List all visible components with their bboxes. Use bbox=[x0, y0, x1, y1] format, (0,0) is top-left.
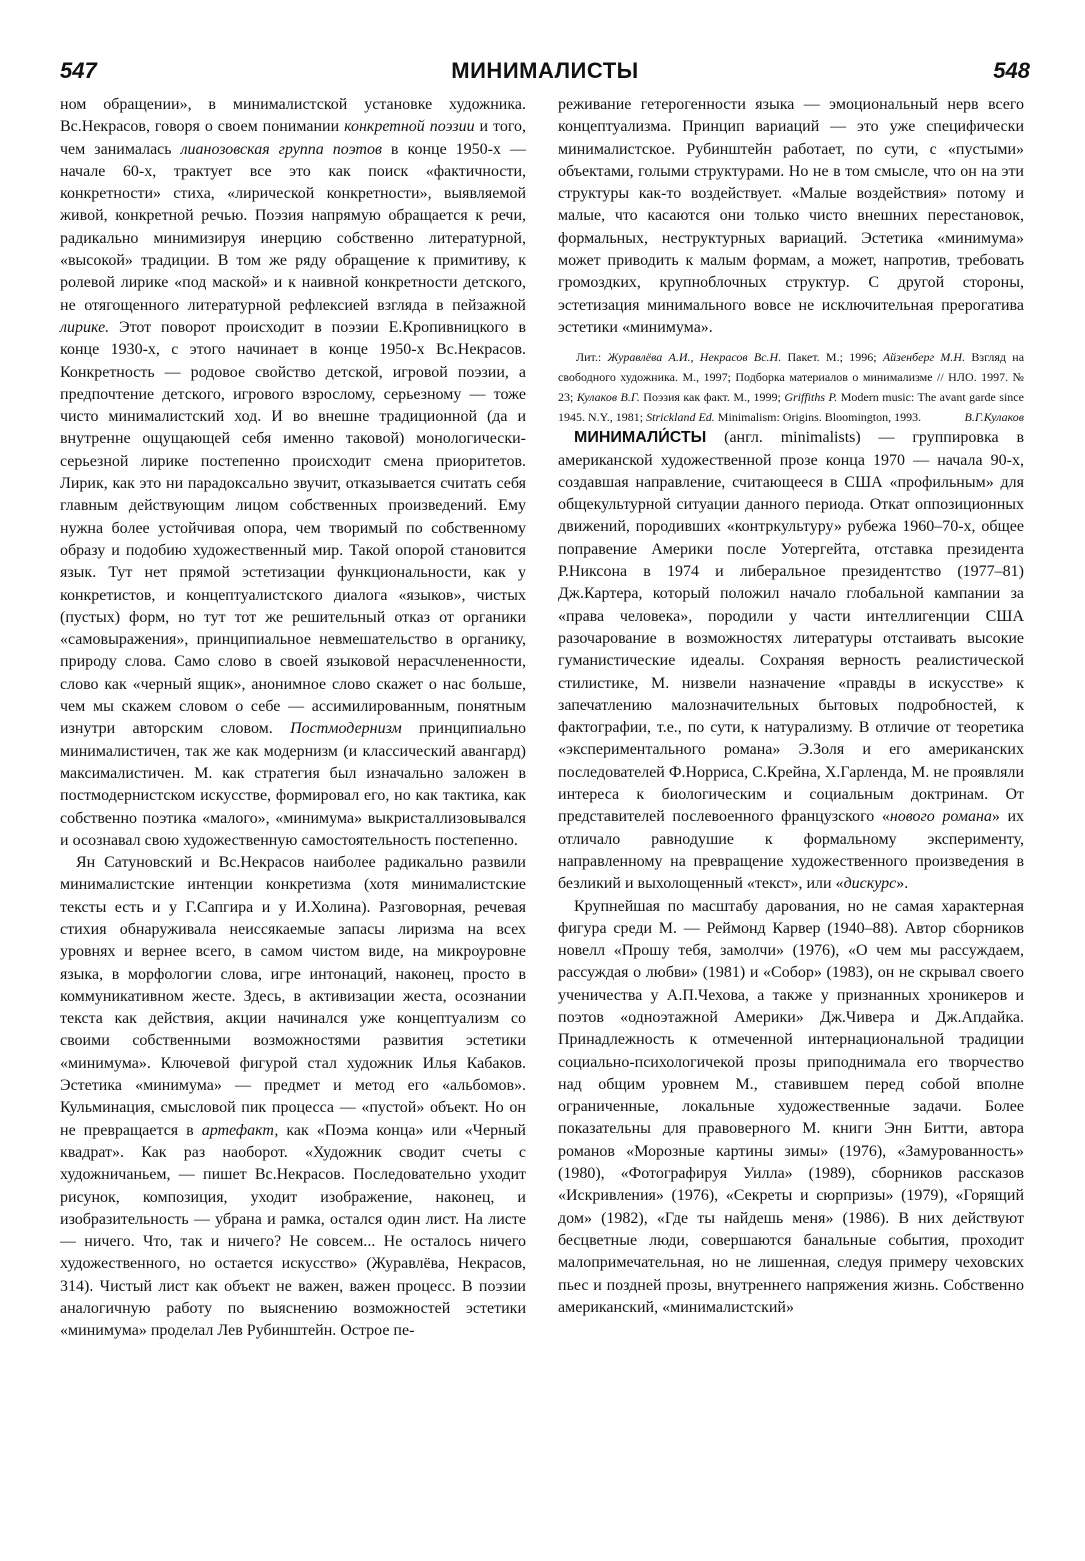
paragraph: ном обращении», в минималистской установке художника. Вс.Некрасов, говоря о своем понимании конкретной поэзии и того, чем занималась лианозовская группа поэтов в конце 1950-х — начале 60-х, трактует все это как поиск «фактичности, конкретности» стиха, «лирической конкретности», выявляемой живой, конкретной речью. Поэзия напрямую обращается к речи, радикально минимизируя инерцию собственно литературной, «высокой» традиции. В том же ряду обращение к примитиву, к ролевой лирике «под маской» и к наивной конкретности детского, не отягощенного литературной рефлексией взгляда в пейзажной лирике. Этот поворот происходит в поэзии Е.Кропивницкого в конце 1930-х, с этого начинает в конце 1950-х Вс.Некрасов. Конкретность — родовое свойство детской, игровой поэзии, а предпочтение детского, игрового взрослому, серьезному — тоже чисто минималистский ход. И во внешне традиционной (да и внутренне ощущающей себя именно таковой) монологически-серьезной лирике постепенно происходит смена приоритетов. Лирик, как это ни парадоксально звучит, отказывается считать себя главным действующим лицом собственных произведений. Ему нужна более устойчивая опора, чем творимый по собственному образу и подобию художественный мир. Такой опорой становится язык. Тут нет прямой эстетизации функциональности, как у конкретистов, и концептуалистского диалога «языков», чистых (пустых) форм, но тут тот же решительный отказ от органики «самовыражения», принципиальное невмешательство в органику, природу слова. Само слово в своей языковой нерасчлененности, слово как «черный ящик», анонимное слово скажет о нас больше, чем мы скажем словом о себе — ассимилированным, понятным изнутри авторским словом. Постмодернизм принципиально минималистичен, так же как модернизм (и классический авангард) максималистичен. М. как стратегия был изначально заложен в постмодернистском искусстве, формировал его, но как тактика, как собственно поэтика «малого», «минимума» выкристаллизовывался и осознавал свою художественную самостоятельность постепенно. bbox=[60, 96, 526, 849]
encyclopedia-entry: МИНИМАЛИ́СТЫ (англ. minimalists) — группировка в американской художественной прозе конца 1970 — начала 90-х, создавшая направление, считающееся в США «профильным» для общекультурной ситуации данного периода. Откат оппозиционных движений, породивших «контркультуру» рубежа 1960–70-х, общее поправение Америки после Уотергейта, отставка президента Р.Никсона в 1974 и либеральное президентство (1977–81) Дж.Картера, который положил начало глобальной кампании за «права человека», породили у части интеллигенции США разочарование в возможностях литературы отстаивать высокие гуманистические идеалы. Сохраняя верность реалистической стилистике, М. низвели назначение «правды в искусстве» к запечатлению малозначительных бытовых подробностей, к фактографии, т.е., по сути, к натурализму. В отличие от теоретика «экспериментального романа» Э.Золя и его американских последователей Ф.Норриса, С.Крейна, Х.Гарленда, М. не проявляли интереса к биологическим и социальным доктринам. От представителей послевоенного французского «нового романа» их отличало равнодушие к формальному эксперименту, направленному на превращение художественного произведения в безликий и выхолощенный «текст», или «дискурс». bbox=[558, 429, 1024, 893]
paragraph: Крупнейшая по масштабу дарования, но не самая характерная фигура среди М. — Реймонд Карвер (1940–88). Автор сборников новелл «Прошу тебя, замолчи» (1976), «О чем мы рассуждаем, рассуждая о любви» (1981) и «Собор» (1983), он не скрывал своего ученичества у А.П.Чехова, а также у признанных хроникеров и поэтов «одноэтажной Америки» Дж.Чивера и Дж.Апдайка. Принадлежность к отмеченной интернациональной традиции социально-психологичекой прозы приподнимала его творчество над общим уровнем М., ставившем перед собой вполне ограниченные, локальные художественные задачи. Более показательны для правоверного М. книги Энн Битти, автора романов «Морозные картины зимы» (1976), «Замурованность» (1980), «Фотографируя Уилла» (1989), сборников рассказов «Искривления» (1976), «Секреты и сюрпризы» (1979), «Горящий дом» (1982), «Где ты найдешь меня» (1986). В них действуют бесцветные люди, совершаются банальные события, проходит малопримечательная, но не лишенная, следуя примеру чеховских пьес и поздней прозы, внутреннего напряжения жизнь. Собственно американский, «минималистский» bbox=[558, 897, 1024, 1316]
page-header bbox=[60, 52, 1030, 92]
author-signature: В.Г.Кулаков bbox=[964, 410, 1024, 425]
paragraph: реживание гетерогенности языка — эмоциональный нерв всего концептуализма. Принцип вариаций — это уже специфически минималистское. Рубинштейн работает, по сути, с «пустыми» объектами, голыми структурами. Но не в том смысле, что он на эти структуры как-то воздействует. «Малые воздействия» потому и малые, что касаются они только чисто внешних перестановок, формальных, неструктурных вариаций. Эстетика «минимума» может приводить к малым формам, а может, напротив, требовать громоздких, крупноблочных структур. С другой стороны, эстетизация минимального вовсе не исключительная прерогатива эстетики «минимума». bbox=[558, 96, 1024, 336]
running-title: МИНИМАЛИСТЫ bbox=[451, 58, 639, 83]
page-number-right: 548 bbox=[993, 58, 1030, 83]
paragraph: Ян Сатуновский и Вс.Некрасов наиболее радикально развили минималистские интенции конкретизма (хотя минималистские тексты есть и у Г.Сапгира и у И.Холина). Разговорная, речевая стихия обнаруживала неиссякаемые запасы лиризма на всех уровнях и вернее всего, в самом чистом виде, на микроуровне языка, в морфологии слова, игре интонаций, наконец, просто в коммуникативном жесте. Здесь, в активизации жеста, осознании текста как действия, акции начинался уже концептуализм со своими собственными возможностями развития эстетики «минимума». Ключевой фигурой стал художник Илья Кабаков. Эстетика «минимума» — предмет и метод его «альбомов». Кульминация, смысловой пик процесса — «пустой» объект. Но он не превращается в артефакт, как «Поэма конца» или «Черный квадрат». Как раз наоборот. «Художник сводит счеты с художничаньем, — пишет Вс.Некрасов. Последовательно уходит рисунок, композиция, уходит изображение, наконец, и изобразительность — убрана и рамка, остался один лист. На листе — ничего. Что, так и ничего? Не совсем... Не осталось ничего художественного, но остается искусство» (Журавлёва, Некрасов, 314). Чистый лист как объект не важен, важен процесс. В поэзии аналогичную работу по выяснению возможностей эстетики «минимума» проделал Лев Рубинштейн. Острое пе- bbox=[60, 854, 526, 1340]
right-column bbox=[558, 94, 1024, 1319]
left-column bbox=[60, 94, 526, 1343]
page-number-left: 547 bbox=[60, 58, 97, 83]
entry-headword: МИНИМАЛИ́СТЫ bbox=[574, 429, 707, 447]
bibliography: Лит.: Журавлёва А.И., Некрасов Вс.Н. Пакет. М.; 1996; Айзенберг М.Н. Взгляд на свободного художника. М., 1997; Подборка материалов о минимализме // НЛО. 1997. № 23; Кулаков В.Г. Поэзия как факт. М., 1999; Griffiths P. Modern music: The avant garde since 1945. N.Y., 1981; Strickland Ed. Minimalism: Origins. Bloomington, 1993. В.Г.Кулаков bbox=[558, 347, 1024, 427]
